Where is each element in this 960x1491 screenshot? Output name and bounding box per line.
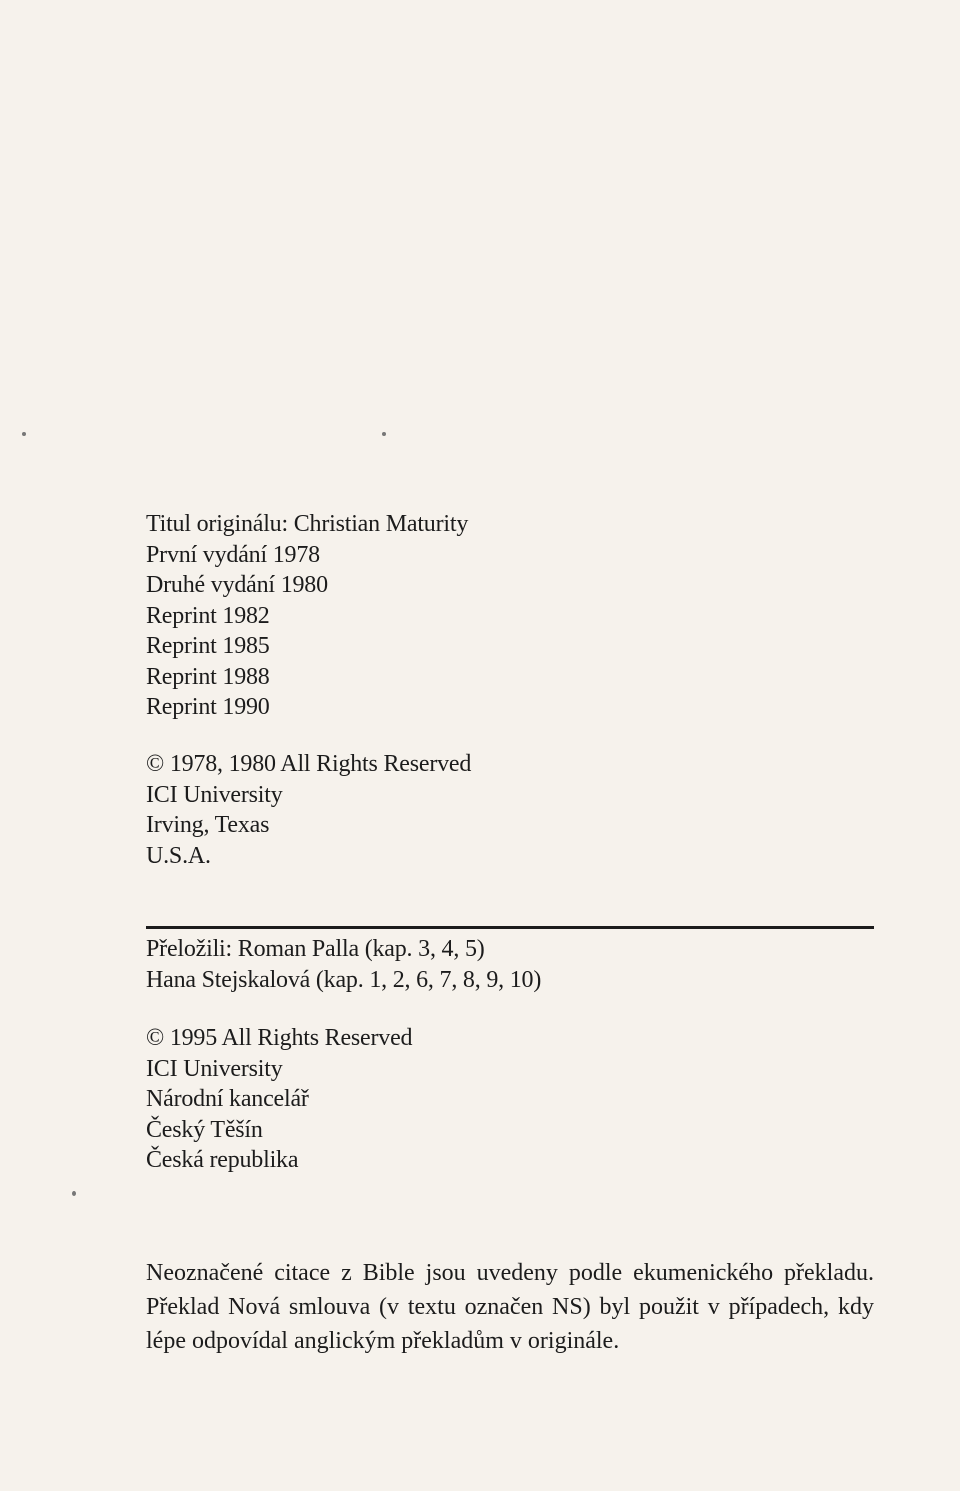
original-title-line: Titul originálu: Christian Maturity [146, 511, 469, 537]
reprint-line: Reprint 1988 [146, 663, 270, 690]
publisher-city: Irving, Texas [146, 812, 270, 838]
translation-copyright-notice [146, 1023, 412, 1176]
translator-line: Hana Stejskalová (kap. 1, 2, 6, 7, 8, 9, 10) [146, 966, 542, 993]
publisher-name: ICI University [146, 1055, 283, 1082]
original-edition-info [146, 509, 468, 723]
second-edition-line: Druhé vydání 1980 [146, 572, 328, 598]
bible-citation-note: Neoznačené citace z Bible jsou uvedeny podle ekumenického překladu. Překlad Nová smlouva (v textu označen NS) byl použit v případech, kdy lépe odpovídal anglickým překladům v originále. [146, 1260, 874, 1354]
horizontal-rule [146, 926, 874, 929]
first-edition-line: První vydání 1978 [146, 541, 320, 568]
publisher-city: Český Těšín [146, 1116, 263, 1143]
copyright-line: © 1995 All Rights Reserved [146, 1025, 413, 1051]
reprint-line: Reprint 1985 [146, 633, 270, 659]
publisher-office: Národní kancelář [146, 1086, 309, 1112]
publisher-country: Česká republika [146, 1147, 299, 1173]
original-copyright-notice [146, 749, 471, 871]
copyright-line: © 1978, 1980 All Rights Reserved [146, 751, 472, 777]
reprint-line: Reprint 1990 [146, 694, 270, 720]
publisher-name: ICI University [146, 781, 283, 808]
scan-speck [382, 432, 386, 436]
translators-credit [146, 934, 541, 995]
scan-speck [22, 432, 26, 436]
scan-speck [72, 1191, 76, 1196]
publisher-country: U.S.A. [146, 842, 211, 869]
translator-line: Přeložili: Roman Palla (kap. 3, 4, 5) [146, 936, 485, 962]
reprint-line: Reprint 1982 [146, 602, 270, 629]
